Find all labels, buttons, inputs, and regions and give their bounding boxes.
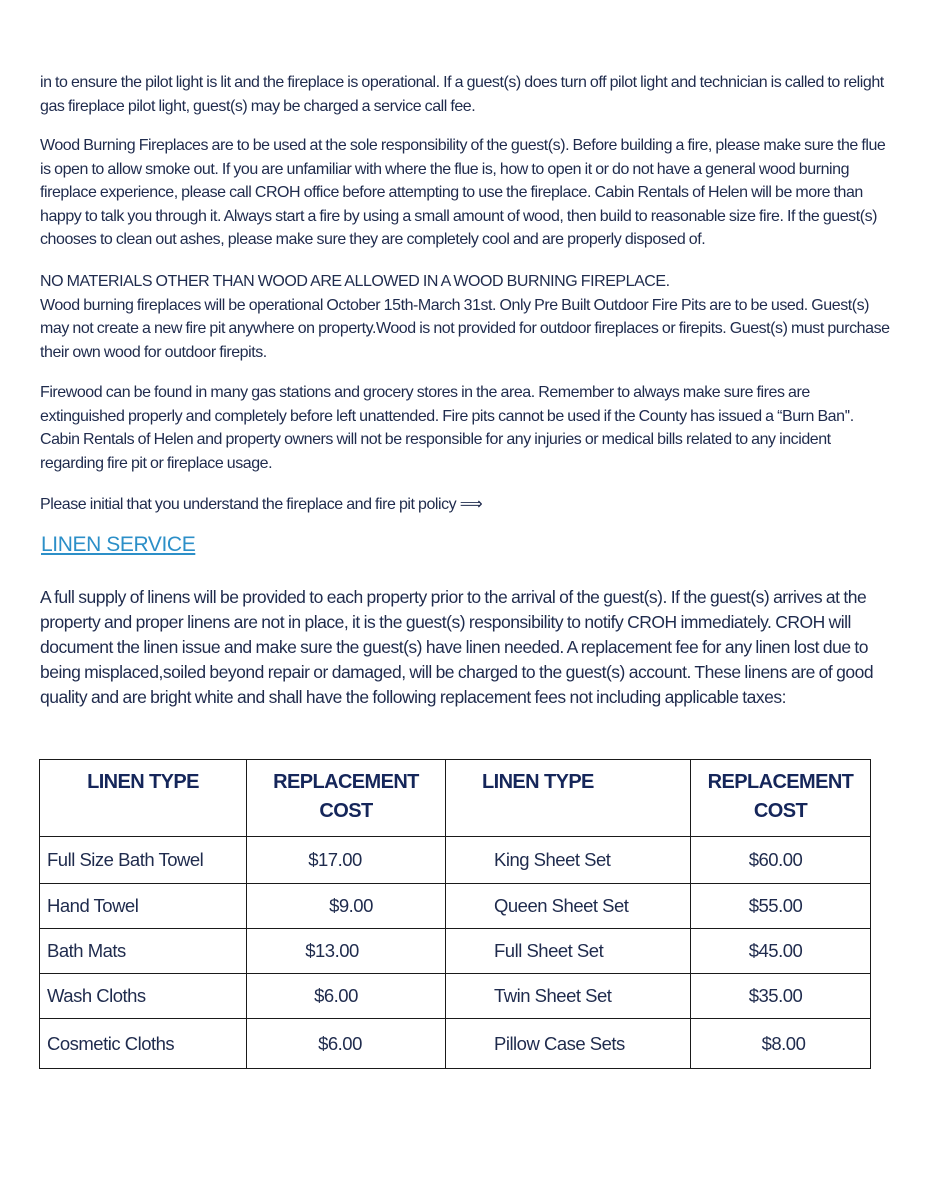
pilot-light-text: in to ensure the pilot light is lit and the fireplace is operational. If a guest(s) does turn off pilot light and technician is called to relight gas fireplace pilot light, guest(s) may be charged a service call fee.	[40, 74, 884, 115]
linen-type-cell: Pillow Case Sets	[446, 1019, 691, 1069]
replacement-cost-cell: $17.00	[247, 837, 446, 884]
linen-type-cell: Queen Sheet Set	[446, 884, 691, 929]
materials-paragraph	[40, 270, 890, 364]
header-linen-type-1: LINEN TYPE	[40, 760, 247, 837]
replacement-cost-cell: $55.00	[691, 884, 871, 929]
linen-description-text: A full supply of linens will be provided to each property prior to the arrival of the guest(s). If the guest(s) arrives at the property and proper linens are not in place, it is the guest(s) responsibility to notify CROH immediately. CROH will document the linen issue and make sure the guest(s) have linen needed. A replacement fee for any linen lost due to being misplaced,soiled beyond repair or damaged, will be charged to the guest(s) account. These linens are of good quality and are bright white and shall have the following replacement fees not including applicable taxes:	[40, 587, 874, 707]
fire-pit-rules-text: Wood burning fireplaces will be operational October 15th-March 31st. Only Pre Built Outdoor Fire Pits are to be used. Guest(s) may not create a new fire pit anywhere on property.Wood is not provided for outdoor fireplaces or firepits. Guest(s) must purchase their own wood for outdoor firepits.	[40, 296, 890, 361]
replacement-cost-cell: $6.00	[247, 1019, 446, 1069]
firewood-paragraph	[40, 381, 890, 475]
header-replacement-cost-2: REPLACEMENT COST	[691, 760, 871, 837]
wood-fireplace-paragraph	[40, 134, 890, 252]
linen-replacement-table	[39, 759, 871, 1069]
replacement-cost-cell: $60.00	[691, 837, 871, 884]
linen-type-cell: Wash Cloths	[40, 974, 247, 1019]
replacement-cost-cell: $45.00	[691, 929, 871, 974]
replacement-cost-cell: $13.00	[247, 929, 446, 974]
linen-service-heading[interactable]: LINEN SERVICE	[41, 533, 196, 556]
linen-type-cell: Hand Towel	[40, 884, 247, 929]
linen-type-cell: Full Size Bath Towel	[40, 837, 247, 884]
replacement-cost-cell: $6.00	[247, 974, 446, 1019]
table-header-row	[40, 760, 871, 837]
wood-fireplace-text: Wood Burning Fireplaces are to be used at the sole responsibility of the guest(s). Before building a fire, please make sure the flue is open to allow smoke out. If you are unfamiliar with where the flue is, how to open it or do not have a general wood burning fireplace experience, please call CROH office before attempting to use the fireplace. Cabin Rentals of Helen will be more than happy to talk you through it. Always start a fire by using a small amount of wood, then build to reasonable size fire. If the guest(s) chooses to clean out ashes, please make sure they are completely cool and are properly disposed of.	[40, 137, 886, 249]
replacement-cost-cell: $8.00	[691, 1019, 871, 1069]
header-linen-type-2: LINEN TYPE	[446, 760, 691, 837]
table-row	[40, 974, 871, 1019]
firewood-text: Firewood can be found in many gas stations and grocery stores in the area. Remember to always make sure fires are extinguished properly and completely before left unattended. Fire pits cannot be used if the County has issued a “Burn Ban''. Cabin Rentals of Helen and property owners will not be responsible for any injuries or medical bills related to any incident regarding fire pit or fireplace usage.	[40, 384, 854, 472]
linen-type-cell: Cosmetic Cloths	[40, 1019, 247, 1069]
linen-type-cell: King Sheet Set	[446, 837, 691, 884]
materials-warning: NO MATERIALS OTHER THAN WOOD ARE ALLOWED IN A WOOD BURNING FIREPLACE.	[40, 273, 670, 290]
initial-prompt-text: Please initial that you understand the fireplace and fire pit policy ⟹	[40, 496, 483, 513]
linen-type-cell: Full Sheet Set	[446, 929, 691, 974]
linen-type-cell: Bath Mats	[40, 929, 247, 974]
replacement-cost-cell: $9.00	[247, 884, 446, 929]
table-row	[40, 1019, 871, 1069]
table-row	[40, 929, 871, 974]
header-replacement-cost-1: REPLACEMENT COST	[247, 760, 446, 837]
linen-type-cell: Twin Sheet Set	[446, 974, 691, 1019]
pilot-light-paragraph	[40, 71, 890, 118]
replacement-cost-cell: $35.00	[691, 974, 871, 1019]
initial-prompt-paragraph	[40, 493, 890, 517]
table-row	[40, 837, 871, 884]
linen-description-paragraph	[40, 585, 890, 710]
table-row	[40, 884, 871, 929]
